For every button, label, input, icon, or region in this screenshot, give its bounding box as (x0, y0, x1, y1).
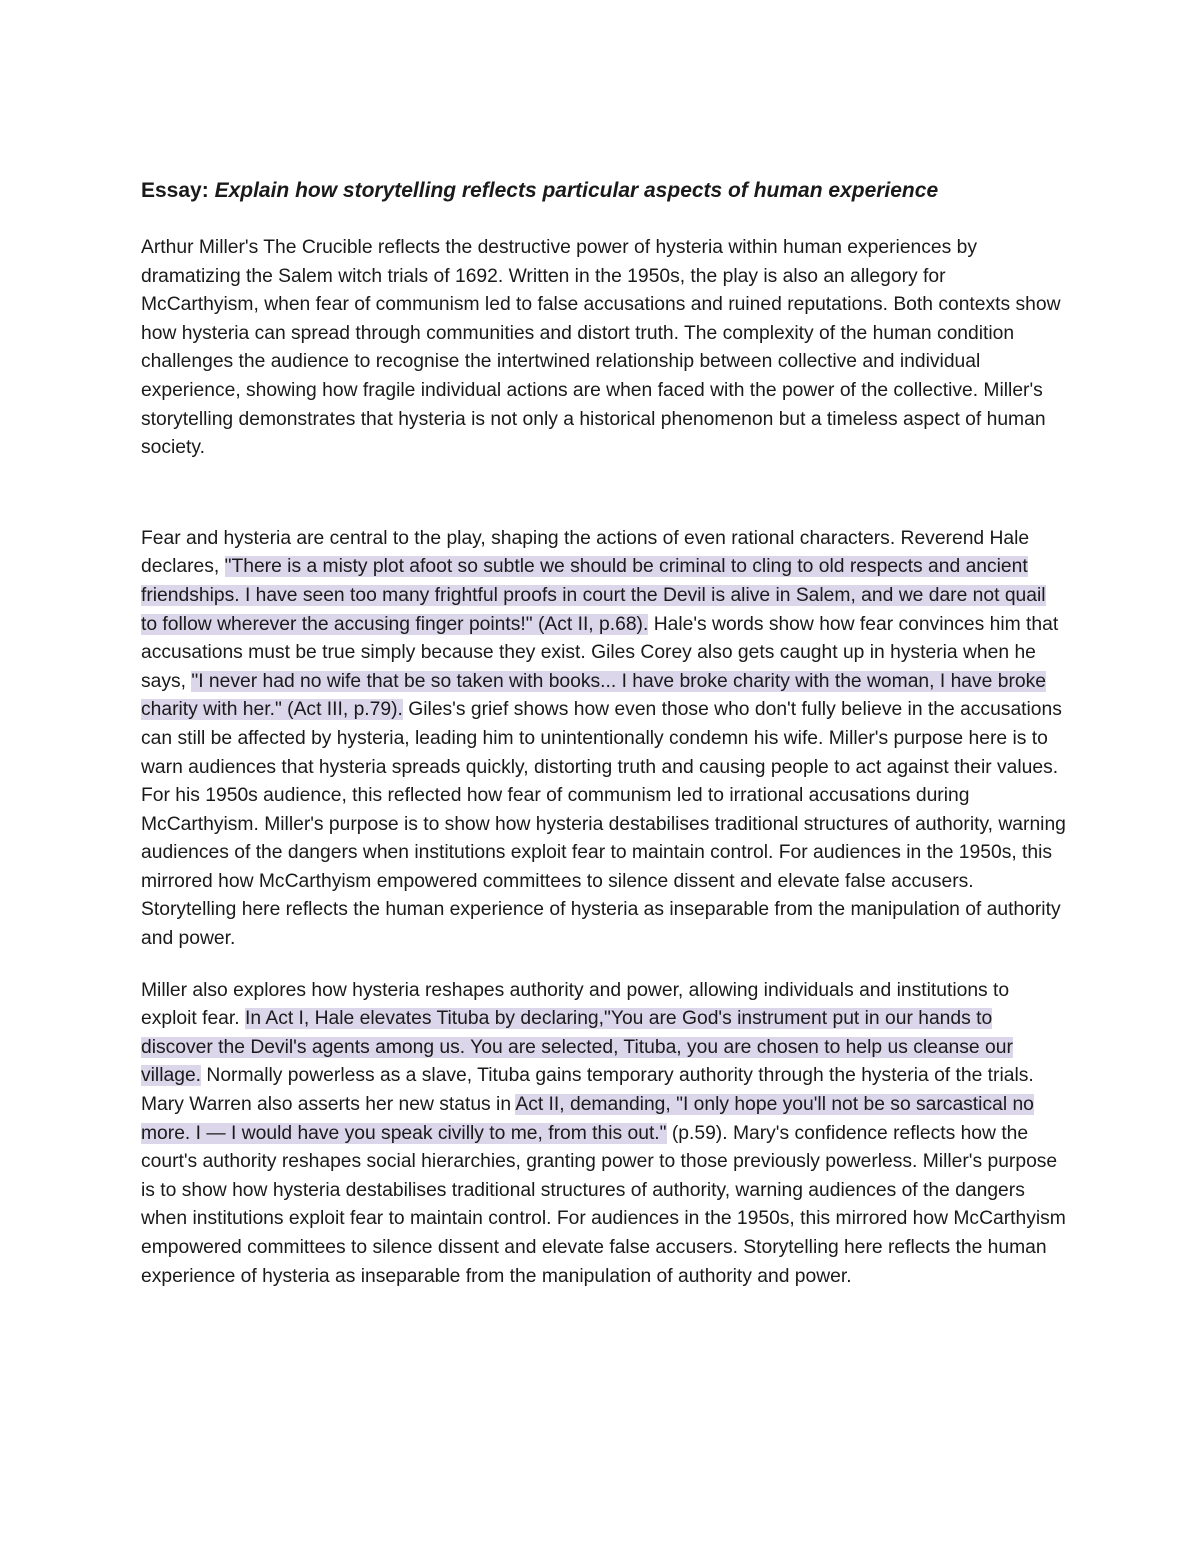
paragraph-fear-hysteria (141, 525, 1066, 954)
highlighted-quote-tituba: In Act I, Hale elevates Tituba by declaring,"You are God's instrument put in our hands to discover the Devil's agents among us. You are selected, Tituba, you are chosen to help us cleanse our village. (141, 1008, 1013, 1087)
paragraph-text: Miller also explores how hysteria reshapes authority and power, allowing individuals and institutions to exploit fear. (141, 979, 1010, 1030)
essay-title-prefix: Essay: (141, 179, 215, 202)
paragraph-text: Fear and hysteria are central to the play, shaping the actions of even rational characters. Reverend Hale declares, (141, 527, 1030, 578)
paragraph-text: Normally powerless as a slave, Tituba gains temporary authority through the hysteria of the trials. Mary Warren also asserts her new status in (141, 1065, 1034, 1116)
highlighted-quote-mary-warren: Act II, demanding, "I only hope you'll not be so sarcastical no more. I — I would have you speak civilly to me, from this out." (141, 1094, 1034, 1144)
paragraph-text: Arthur Miller's The Crucible reflects the destructive power of hysteria within human experiences by dramatizing the Salem witch trials of 1692. Written in the 1950s, the play is also an allegory for McCarthyism, when fear of communism led to false accusations and ruined reputations. Both contexts show how hysteria can spread through communities and distort truth. The complexity of the human condition challenges the audience to recognise the intertwined relationship between collective and individual experience, showing how fragile individual actions are when faced with the power of the collective. Miller's storytelling demonstrates that hysteria is not only a historical phenomenon but a timeless aspect of human society. (141, 237, 1061, 459)
paragraph-text: (p.59). Mary's confidence reflects how the court's authority reshapes social hierarchies, granting power to those previously powerless. Miller's purpose is to show how hysteria destabilises traditional structures of authority, warning audiences of the dangers when institutions exploit fear to maintain control. For audiences in the 1950s, this mirrored how McCarthyism empowered committees to silence dissent and elevate false accusers. Storytelling here reflects the human experience of hysteria as inseparable from the manipulation of authority and power. (141, 1122, 1066, 1287)
paragraph-text: Giles's grief shows how even those who don't fully believe in the accusations can still be affected by hysteria, leading him to unintentionally condemn his wife. Miller's purpose here is to warn audiences that hysteria spreads quickly, distorting truth and causing people to act against their values. For his 1950s audience, this reflected how fear of communism led to irrational accusations during McCarthyism. Miller's purpose is to show how hysteria destabilises traditional structures of authority, warning audiences of the dangers when institutions exploit fear to maintain control. For audiences in the 1950s, this mirrored how McCarthyism empowered committees to silence dissent and elevate false accusers. Storytelling here reflects the human experience of hysteria as inseparable from the manipulation of authority and power. (141, 699, 1066, 950)
essay-title (141, 176, 1066, 206)
paragraph-text: Hale's words show how fear convinces him that accusations must be true simply because they exist. Giles Corey also gets caught up in hysteria when he says, (141, 613, 1059, 692)
essay-body (141, 176, 1066, 1291)
essay-question: Explain how storytelling reflects particular aspects of human experience (214, 179, 939, 202)
highlighted-quote-giles: "I never had no wife that be so taken with books... I have broke charity with the woman, I have broke charity with her." (Act III, p.79). (141, 670, 1046, 721)
paragraph-authority-power (141, 977, 1066, 1292)
highlighted-quote-hale: "There is a misty plot afoot so subtle we should be criminal to cling to old respects and ancient friendships. I have seen too many frightful proofs in court the Devil is alive in Salem, and we dare not quail to follow wherever the accusing finger points!" (Act II, p.68). (141, 556, 1046, 635)
paragraph-introduction (141, 234, 1066, 463)
